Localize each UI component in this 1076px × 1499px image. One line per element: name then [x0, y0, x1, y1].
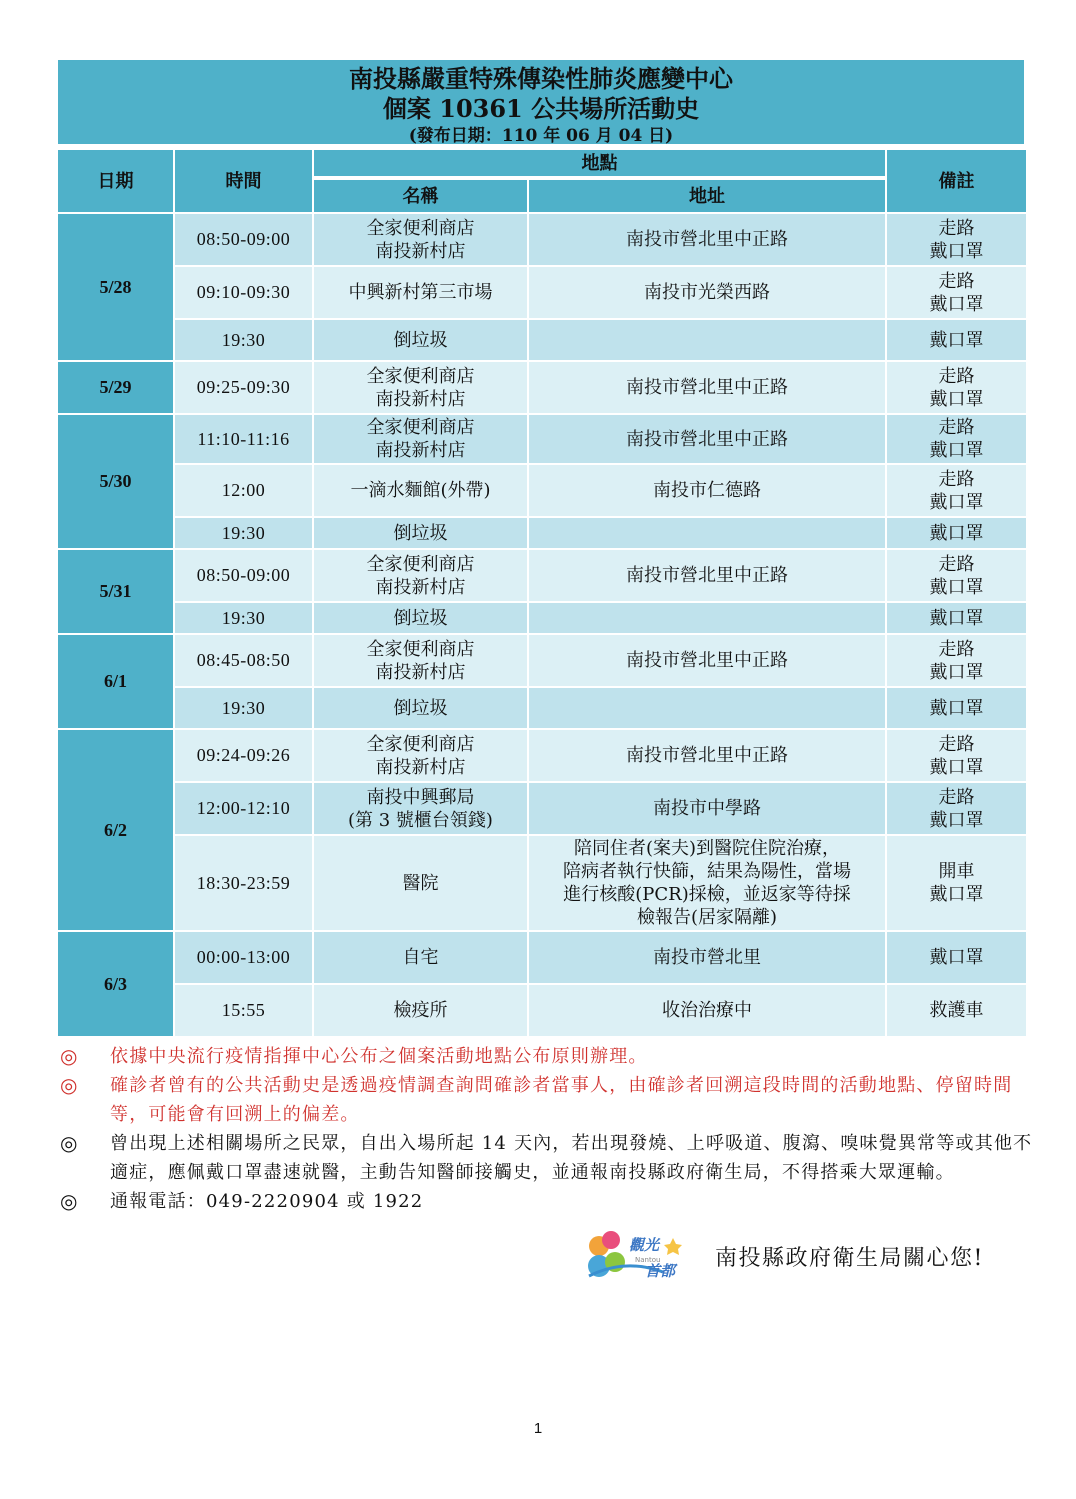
address-cell-line: 南投市營北里中正路 [626, 565, 788, 586]
note-bullet-icon: ◎ [60, 1189, 78, 1213]
address-cell [528, 361, 886, 414]
table-body [57, 213, 1027, 1037]
header-date: 日期 [57, 149, 174, 213]
remark-cell [886, 414, 1027, 464]
address-cell [528, 517, 886, 549]
place-name-cell [313, 361, 528, 414]
remark-cell-line: 走路 [938, 417, 975, 438]
place-name-cell-line: 南投新村店 [375, 440, 466, 461]
place-name-cell-line: 南投新村店 [375, 661, 466, 683]
date-cell: 5/28 [57, 213, 174, 361]
remark-cell [886, 729, 1027, 782]
address-cell [528, 319, 886, 361]
place-name-cell-line: 全家便利商店 [366, 365, 475, 387]
remark-cell-line: 戴口罩 [929, 809, 984, 831]
address-cell-line: 南投市營北里中正路 [626, 229, 788, 250]
place-name-cell-line: 檢疫所 [393, 1000, 448, 1021]
place-name-cell-line: 全家便利商店 [366, 638, 475, 660]
release-date: (發布日期：110 年 06 月 04 日) [408, 126, 674, 146]
address-cell [528, 266, 886, 319]
address-cell-line: 收治治療中 [662, 1000, 752, 1021]
svg-text:首都: 首都 [645, 1262, 676, 1280]
remark-cell-line: 走路 [938, 733, 975, 755]
table-row [57, 931, 1027, 984]
header-name: 名稱 [313, 178, 528, 213]
time-cell: 19:30 [174, 319, 313, 361]
time-cell: 08:50-09:00 [174, 549, 313, 602]
notes-section [60, 1042, 1040, 1216]
note-item [60, 1129, 1040, 1187]
table-row [57, 319, 1027, 361]
address-cell-line: 進行核酸(PCR)採檢，並返家等待採 [563, 884, 851, 905]
place-name-cell [313, 687, 528, 729]
address-cell-line: 南投市仁德路 [653, 480, 761, 501]
remark-cell-line: 戴口罩 [929, 661, 984, 683]
remark-cell [886, 687, 1027, 729]
date-cell: 6/1 [57, 634, 174, 729]
address-cell [528, 602, 886, 634]
remark-cell-line: 走路 [938, 365, 975, 387]
place-name-cell-line: 南投新村店 [375, 388, 466, 410]
date-cell: 6/3 [57, 931, 174, 1037]
note-bullet-icon: ◎ [60, 1131, 78, 1155]
document-body [56, 58, 1026, 1038]
remark-cell-line: 戴口罩 [929, 440, 984, 461]
address-cell-line: 南投市營北里中正路 [626, 650, 788, 671]
note-text: 曾出現上述相關場所之民眾，自出入場所起 14 天內，若出現發燒、上呼吸道、腹瀉、嗅味覺異常等或其他不適症，應佩戴口罩盡速就醫，主動告知醫師接觸史，並通報南投縣政府衛生局，不得搭乘大眾運輸。 [110, 1133, 1033, 1183]
remark-cell-line: 戴口罩 [929, 947, 984, 968]
address-cell-line: 南投市營北里 [653, 947, 761, 968]
note-item [60, 1187, 1040, 1216]
place-name-cell [313, 835, 528, 931]
address-cell [528, 931, 886, 984]
address-cell [528, 414, 886, 464]
time-cell: 19:30 [174, 687, 313, 729]
place-name-cell [313, 517, 528, 549]
table-row [57, 984, 1027, 1037]
place-name-cell-line: 全家便利商店 [366, 217, 475, 239]
time-cell: 09:25-09:30 [174, 361, 313, 414]
place-name-cell [313, 266, 528, 319]
remark-cell-line: 戴口罩 [929, 388, 984, 410]
time-cell: 12:00 [174, 464, 313, 517]
remark-cell-line: 戴口罩 [929, 522, 984, 544]
remark-cell-line: 走路 [938, 786, 975, 808]
address-cell [528, 464, 886, 517]
place-name-cell-line: (第 3 號櫃台領錢) [348, 809, 493, 831]
place-name-cell [313, 602, 528, 634]
footer [585, 1228, 984, 1284]
place-name-cell-line: 南投新村店 [375, 756, 466, 778]
remark-cell-line: 走路 [938, 468, 975, 490]
note-bullet-icon: ◎ [60, 1044, 78, 1068]
table-row [57, 687, 1027, 729]
address-cell [528, 782, 886, 835]
activity-table [56, 148, 1028, 1038]
place-name-cell [313, 729, 528, 782]
page-title: 南投縣嚴重特殊傳染性肺炎應變中心 [349, 64, 733, 93]
address-cell-line: 陪病者執行快篩，結果為陽性，當場 [563, 861, 851, 882]
address-cell-line: 檢報告(居家隔離) [636, 907, 778, 928]
header-place: 地點 [313, 149, 886, 178]
time-cell: 08:45-08:50 [174, 634, 313, 687]
remark-cell [886, 602, 1027, 634]
address-cell [528, 549, 886, 602]
place-name-cell [313, 782, 528, 835]
remark-cell-line: 救護車 [929, 1000, 984, 1021]
place-name-cell [313, 549, 528, 602]
remark-cell [886, 835, 1027, 931]
header-address: 地址 [528, 178, 886, 213]
remark-cell-line: 戴口罩 [929, 293, 984, 315]
date-cell: 5/31 [57, 549, 174, 634]
place-name-cell-line: 全家便利商店 [366, 733, 475, 755]
place-name-cell-line: 南投中興郵局 [366, 786, 475, 808]
header-remark: 備註 [886, 149, 1027, 213]
place-name-cell-line: 倒垃圾 [393, 607, 448, 629]
address-cell-line: 南投市營北里中正路 [626, 428, 788, 450]
place-name-cell-line: 全家便利商店 [366, 553, 475, 575]
table-row [57, 213, 1027, 266]
remark-cell [886, 931, 1027, 984]
remark-cell-line: 戴口罩 [929, 491, 984, 513]
table-row [57, 602, 1027, 634]
table-row [57, 464, 1027, 517]
page-number: 1 [533, 1420, 543, 1437]
address-cell [528, 835, 886, 931]
tourism-logo [585, 1228, 705, 1284]
place-name-cell-line: 南投新村店 [375, 240, 466, 262]
address-cell [528, 687, 886, 729]
remark-cell [886, 464, 1027, 517]
table-row [57, 361, 1027, 414]
note-bullet-icon: ◎ [60, 1073, 78, 1097]
place-name-cell-line: 一滴水麵館(外帶) [350, 480, 491, 501]
time-cell: 00:00-13:00 [174, 931, 313, 984]
svg-text:Nantou: Nantou [635, 1256, 661, 1264]
remark-cell-line: 戴口罩 [929, 756, 984, 778]
address-cell-line: 陪同住者(案夫)到醫院住院治療， [573, 838, 841, 859]
page-subtitle: 個案 10361 公共場所活動史 [382, 94, 700, 123]
address-cell [528, 729, 886, 782]
address-cell-line: 南投市營北里中正路 [626, 745, 788, 766]
table-row [57, 549, 1027, 602]
title-banner [56, 58, 1026, 146]
note-text: 確診者曾有的公共活動史是透過疫情調查詢問確診者當事人，由確診者回溯這段時間的活動地點、停留時間等，可能會有回溯上的偏差。 [110, 1075, 1013, 1125]
table-row [57, 835, 1027, 931]
remark-cell-line: 走路 [938, 553, 975, 575]
time-cell: 19:30 [174, 517, 313, 549]
place-name-cell-line: 自宅 [402, 947, 439, 968]
remark-cell [886, 984, 1027, 1037]
note-text: 依據中央流行疫情指揮中心公布之個案活動地點公布原則辦理。 [110, 1046, 648, 1067]
header-time: 時間 [174, 149, 313, 213]
remark-cell [886, 319, 1027, 361]
place-name-cell-line: 倒垃圾 [393, 697, 448, 719]
remark-cell-line: 戴口罩 [929, 240, 984, 262]
time-cell: 12:00-12:10 [174, 782, 313, 835]
place-name-cell-line: 全家便利商店 [366, 417, 475, 438]
address-cell [528, 213, 886, 266]
time-cell: 08:50-09:00 [174, 213, 313, 266]
place-name-cell-line: 南投新村店 [375, 576, 466, 598]
remark-cell [886, 634, 1027, 687]
table-row [57, 782, 1027, 835]
place-name-cell-line: 倒垃圾 [393, 522, 448, 544]
place-name-cell [313, 319, 528, 361]
time-cell: 11:10-11:16 [174, 414, 313, 464]
remark-cell-line: 戴口罩 [929, 329, 984, 351]
remark-cell-line: 戴口罩 [929, 607, 984, 629]
remark-cell-line: 開車 [938, 861, 975, 882]
time-cell: 09:24-09:26 [174, 729, 313, 782]
note-text: 通報電話：049-2220904 或 1922 [110, 1191, 424, 1212]
remark-cell-line: 走路 [938, 217, 975, 239]
time-cell: 19:30 [174, 602, 313, 634]
table-row [57, 517, 1027, 549]
remark-cell [886, 266, 1027, 319]
table-row [57, 266, 1027, 319]
place-name-cell [313, 984, 528, 1037]
table-row [57, 729, 1027, 782]
place-name-cell [313, 213, 528, 266]
address-cell-line: 南投市營北里中正路 [626, 377, 788, 398]
remark-cell-line: 戴口罩 [929, 697, 984, 719]
place-name-cell [313, 464, 528, 517]
remark-cell-line: 戴口罩 [929, 884, 984, 905]
place-name-cell [313, 634, 528, 687]
time-cell: 09:10-09:30 [174, 266, 313, 319]
place-name-cell-line: 中興新村第三市場 [348, 282, 493, 303]
place-name-cell-line: 倒垃圾 [393, 329, 448, 351]
time-cell: 15:55 [174, 984, 313, 1037]
date-cell: 5/29 [57, 361, 174, 414]
address-cell-line: 南投市光榮西路 [644, 282, 770, 303]
remark-cell [886, 549, 1027, 602]
footer-message: 南投縣政府衛生局關心您! [715, 1245, 984, 1271]
address-cell [528, 634, 886, 687]
date-cell: 6/2 [57, 729, 174, 931]
remark-cell [886, 361, 1027, 414]
remark-cell-line: 走路 [938, 638, 975, 660]
table-row [57, 414, 1027, 464]
place-name-cell [313, 931, 528, 984]
table-row [57, 634, 1027, 687]
place-name-cell [313, 414, 528, 464]
remark-cell-line: 走路 [938, 270, 975, 292]
svg-text:觀光: 觀光 [629, 1236, 660, 1254]
note-item [60, 1042, 1040, 1071]
date-cell: 5/30 [57, 414, 174, 549]
remark-cell [886, 213, 1027, 266]
remark-cell [886, 782, 1027, 835]
remark-cell [886, 517, 1027, 549]
place-name-cell-line: 醫院 [402, 872, 439, 894]
remark-cell-line: 戴口罩 [929, 576, 984, 598]
address-cell [528, 984, 886, 1037]
note-item [60, 1071, 1040, 1129]
time-cell: 18:30-23:59 [174, 835, 313, 931]
address-cell-line: 南投市中學路 [653, 798, 761, 819]
